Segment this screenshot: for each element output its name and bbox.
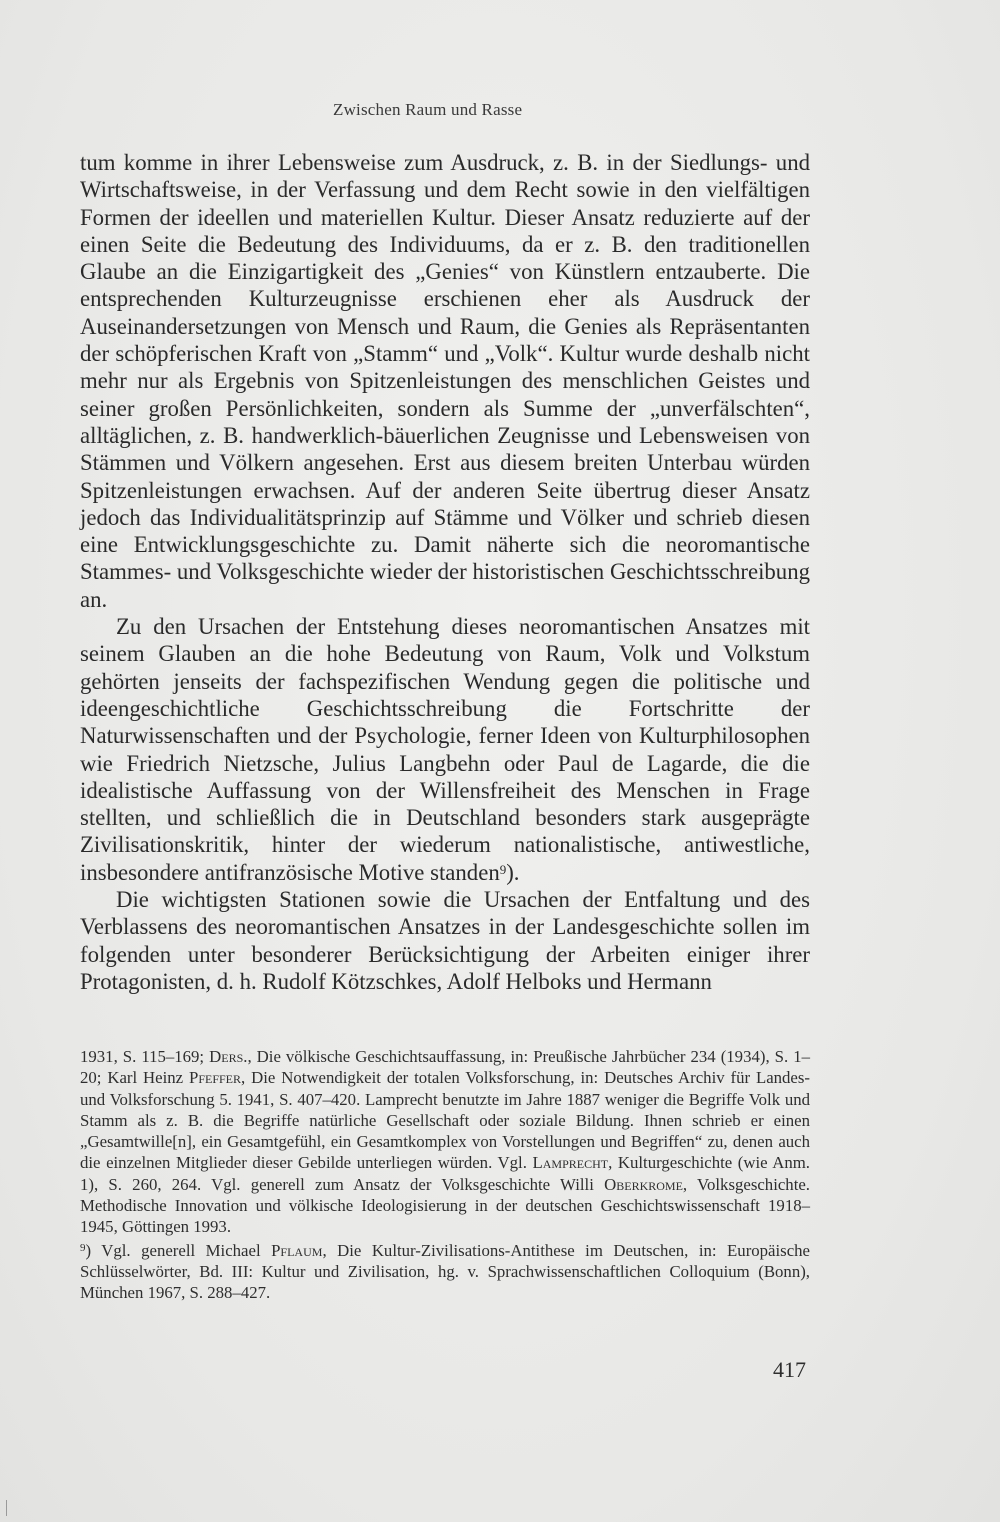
footnote-text: , Die Notwendigkeit der totalen Volksforschung, in: Deutsches Archiv für Landes- und Volksforschung 5. 1941, S. 407–420. Lamprecht benutzte im Jahre 1887 weniger die Begriffe Volk und Stamm als z. B. die Begriffe natürliche Gesellschaft oder soziale Bildung. Ihnen schrieb er einen „Gesamtwille[n], ein Gesamtgefühl, ein Gesamtkomplex von Vorstellungen und Begriffen“ zu, denen auch die einzelnen Mitglieder dieser Gebilde unterliegen würden. Vgl. [80,1068,810,1173]
author-name: Pfeffer [188,1068,242,1088]
paragraph-2-text: Zu den Ursachen der Entstehung dieses neoromantischen Ansatzes mit seinem Glauben an die hohe Bedeutung von Raum, Volk und Volkstum gehörten jenseits der fachspezifischen Wendung gegen die politische und ideengeschichtliche Geschichtsschreibung die Fortschritte der Naturwissenschaften und der Psychologie, ferner Ideen von Kulturphilosophen wie Friedrich Nietzsche, Julius Langbehn oder Paul de Lagarde, die die idealistische Auffassung von der Willensfreiheit des Menschen in Frage stellten, und schließlich die in Deutschland besonders stark ausgeprägte Zivilisationskritik, hinter der wiederum nationalistische, antiwestliche, insbesondere antifranzösische Motive standen [80,614,810,885]
footnote-text: 1931, S. 115–169; [80,1047,210,1066]
page-number: 417 [773,1357,806,1382]
footnote-text: , Kulturgeschichte (wie Anm. 1), S. 260, 264. Vgl. generell zum Ansatz der Volksgeschichte Willi [80,1153,810,1194]
author-name: Ders. [209,1047,248,1066]
footnote-text: , Die völkische Geschichtsauffassung, in: Preußische Jahrbücher 234 (1934), S. 1–20; Karl Heinz [80,1047,810,1088]
running-header: Zwischen Raum und Rasse [333,100,523,119]
footnote-text: , Die Kultur-Zivilisations-Antithese im Deutschen, in: Europäische Schlüsselwörter, Bd. III: Kultur und Zivilisation, hg. v. Sprachwissenschaftlichen Colloquium (Bonn), München 1967, S. 288–427. [80,1240,810,1303]
author-name: Oberkrome [604,1174,683,1194]
author-name: Lamprecht [532,1153,609,1173]
scan-edge-mark [6,1500,7,1516]
footnotes [80,1046,810,1304]
footnote-9 [80,1240,810,1304]
footnote-text: ) Vgl. generell Michael [85,1240,272,1260]
paragraph-1: tum komme in ihrer Lebensweise zum Ausdruck, z. B. in der Siedlungs- und Wirtschaftsweise, in der Verfassung und dem Recht sowie in den vielfältigen Formen der ideellen und materiellen Kultur. Dieser Ansatz reduzierte auf der einen Seite die Bedeutung des Individuums, da er z. B. den traditionellen Glaube an die Einzigartigkeit des „Genies“ von Künstlern entzauberte. Die entsprechenden Kulturzeugnisse erschienen eher als Ausdruck der Auseinandersetzungen von Mensch und Raum, die Genies als Repräsentanten der schöpferischen Kraft von „Stamm“ und „Volk“. Kultur wurde deshalb nicht mehr nur als Ergebnis von Spitzenleistungen des menschlichen Geistes und seiner großen Persönlichkeiten, sondern als Summe der „unverfälschten“, alltäglichen, z. B. handwerklich-bäuerlichen Zeugnisse und Lebensweisen von Stämmen und Völkern angesehen. Erst aus diesem breiten Unterbau würden Spitzenleistungen erwachsen. Auf der anderen Seite übertrug dieser Ansatz jedoch das Individualitätsprinzip auf Stämme und Völker und schrieb diesen eine Entwicklungsgeschichte zu. Damit näherte sich die neoromantische Stammes- und Volksgeschichte wieder der historistischen Geschichtsschreibung an. [80,150,810,612]
author-name: Pflaum [271,1240,323,1260]
paragraph-3: Die wichtigsten Stationen sowie die Ursachen der Entfaltung und des Verblassens des neoromantischen Ansatzes in der Landesgeschichte sollen im folgenden unter besonderer Berücksichtigung der Arbeiten einiger ihrer Protagonisten, d. h. Rudolf Kötzschkes, Adolf Helboks und Hermann [80,887,810,994]
footnote-number: 9 [80,1241,86,1254]
footnote-text: , Volksgeschichte. Methodische Innovation und völkische Ideologisierung in der deutschen Geschichtswissenschaft 1918–1945, Göttingen 1993. [80,1174,810,1237]
main-text [80,149,810,995]
footnote-reference-9: 9 [499,861,507,877]
paragraph-2 [80,613,810,886]
footnote-8-continuation [80,1046,810,1238]
paragraph-2-end: ). [506,859,520,885]
